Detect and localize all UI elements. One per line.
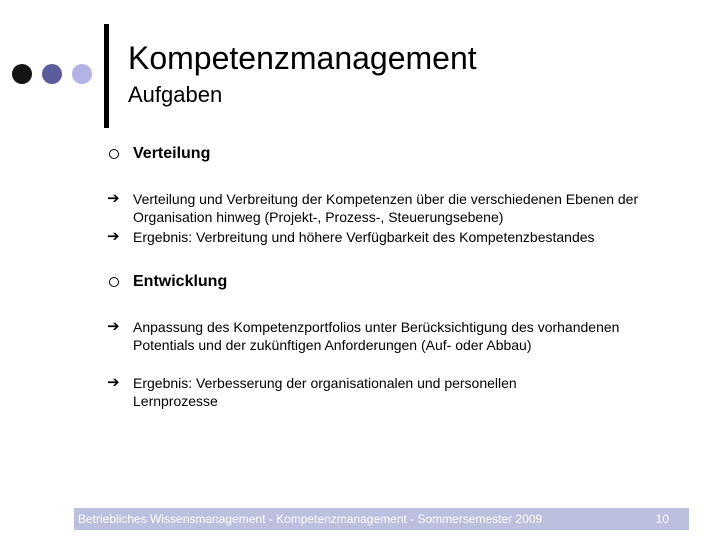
- title-divider-bar: [104, 24, 109, 128]
- list-item: Ergebnis: Verbreitung und höhere Verfügbarkeit des Kompetenzbestandes: [133, 229, 595, 245]
- footer-bar: [74, 508, 689, 530]
- section-heading: Verteilung: [133, 145, 211, 162]
- arrow-icon: ➔: [107, 318, 120, 335]
- list-item: Verteilung und Verbreitung der Kompetenzen über die verschiedenen Ebenen der Organisation hinweg (Projekt-, Prozess-, Steuerungsebene): [133, 191, 639, 225]
- section-heading: Entwicklung: [133, 273, 228, 290]
- list-item: Ergebnis: Verbesserung der organisationalen und personellen Lernprozesse: [133, 375, 517, 409]
- arrow-icon: ➔: [107, 190, 120, 207]
- decorative-dot-dark: [12, 64, 32, 84]
- list-item: Anpassung des Kompetenzportfolios unter Berücksichtigung des vorhandenen Potentials und der zukünftigen Anforderungen (Auf- oder Abbau): [133, 319, 620, 353]
- arrow-icon: ➔: [107, 374, 120, 391]
- decorative-dot-medium: [42, 64, 62, 84]
- circle-bullet-icon: [109, 149, 119, 159]
- slide-subtitle: Aufgaben: [128, 82, 223, 107]
- footer-text: Betriebliches Wissensmanagement - Kompetenzmanagement - Sommersemester 2009: [78, 512, 543, 526]
- slide-title: Kompetenzmanagement: [128, 40, 477, 76]
- decorative-dot-light: [72, 64, 92, 84]
- arrow-icon: ➔: [107, 228, 120, 245]
- page-number: 10: [655, 512, 669, 526]
- circle-bullet-icon: [109, 277, 119, 287]
